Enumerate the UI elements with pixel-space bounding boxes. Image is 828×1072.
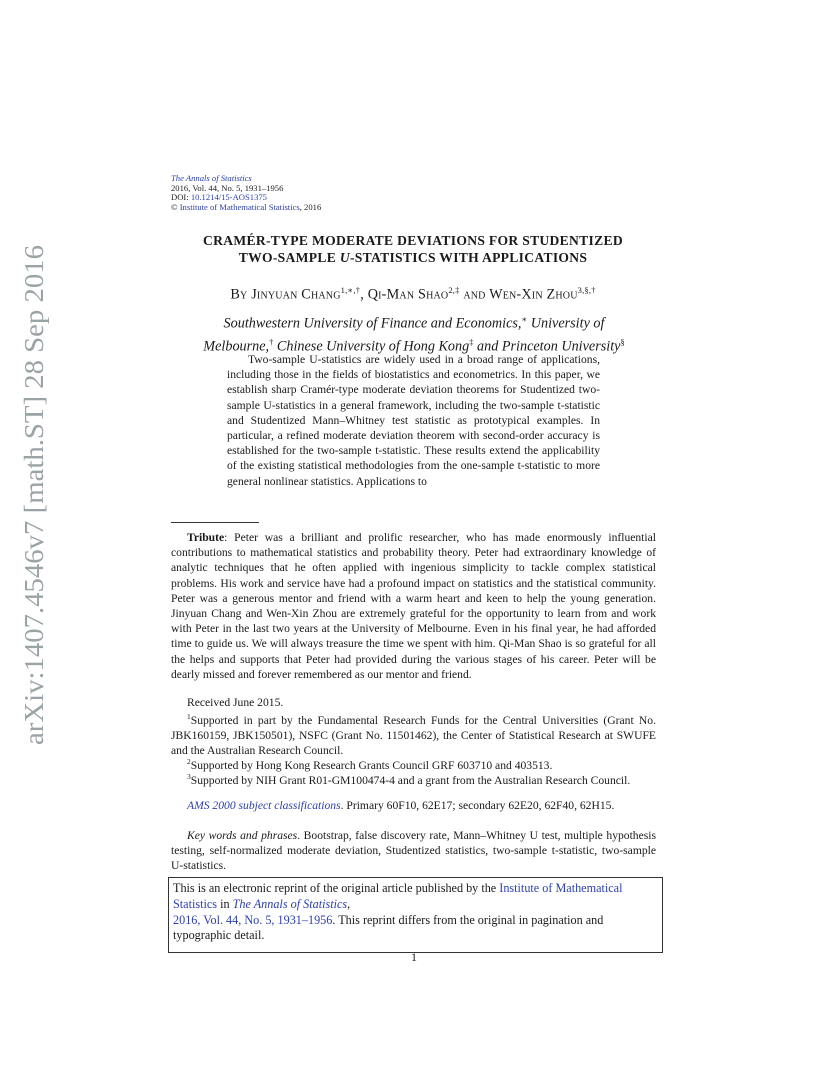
author-1: Jinyuan Chang	[251, 286, 341, 303]
affiliation-mark: †	[269, 336, 274, 347]
affiliation-2a: University of	[527, 315, 605, 332]
authors-by: By	[230, 286, 252, 303]
affiliation-mark: §	[620, 336, 625, 347]
arxiv-stamp	[13, 240, 53, 750]
ams-classification-link[interactable]: AMS 2000 subject classifications	[187, 799, 341, 812]
title-line-1: CRAMÉR-TYPE MODERATE DEVIATIONS FOR STUDENTIZED	[203, 233, 623, 248]
author-2: Qi-Man Shao	[367, 286, 449, 303]
tribute-label: Tribute	[187, 531, 225, 544]
copyright-icon: ©	[171, 201, 178, 212]
affiliations	[160, 310, 668, 355]
reprint-text: . This reprint differs from the original in pagination and typographic detail.	[173, 912, 604, 943]
title-line-2-u: U	[339, 250, 350, 265]
author-separator: ,	[360, 286, 368, 303]
reprint-text: in	[217, 896, 233, 911]
author-line	[150, 285, 676, 304]
reprint-text: This is an electronic reprint of the original article published by the	[173, 881, 500, 895]
abstract: Two-sample U-statistics are widely used in a broad range of applications, including those in the fields of biostatistics and econometrics. In this paper, we establish sharp Cramér-type moderate deviation theorems for Studentized two-sample U-statistics in a general framework, including the two-sample t-statistic and Studentized Mann–Whitney test statistic as prototypical examples. In particular, a refined moderate deviation theorem with second-order accuracy is established for the two-sample t-statistic. These results extend the applicability of the existing statistical methodologies from the one-sample t-statistic to more general nonlinear statistics. Applications to	[227, 353, 600, 488]
journal-volume: 2016, Vol. 44, No. 5, 1931–1956	[171, 182, 284, 193]
author-2-marks: 2,‡	[448, 285, 460, 295]
doi-link[interactable]: 10.1214/15-AOS1375	[190, 192, 267, 203]
keywords-text: . Bootstrap, false discovery rate, Mann–Whitney U test, multiple hypothesis testing, self-normalized moderate deviation, Studentized statistics, two-sample t-statistic, two-sample U-statistics.	[171, 829, 656, 873]
author-3-marks: 3,§,†	[577, 285, 596, 295]
affiliation-line-1	[160, 310, 668, 333]
doi-label: DOI:	[171, 192, 191, 203]
copyright-year: , 2016	[299, 201, 322, 212]
footnote-text: Supported by Hong Kong Research Grants Council GRF 603710 and 403513.	[190, 758, 553, 772]
author-3: Wen-Xin Zhou	[489, 286, 578, 303]
affiliation-mark: ∗	[521, 314, 528, 324]
reprint-journal-link[interactable]: The Annals of Statistics	[232, 896, 348, 911]
affiliation-1: Southwestern University of Finance and Economics,	[223, 315, 522, 332]
journal-name-link[interactable]: The Annals of Statistics	[171, 173, 252, 183]
keywords	[171, 828, 656, 874]
author-1-marks: 1,∗,†	[340, 285, 361, 295]
affiliation-2b: Melbourne,	[203, 338, 270, 355]
keywords-label: Key words and phrases	[187, 829, 298, 842]
footnote-3	[171, 769, 656, 788]
arxiv-stamp-text: arXiv:1407.4546v7 [math.ST] 28 Sep 2016	[19, 275, 49, 745]
reprint-notice	[168, 877, 663, 953]
footnote-rule	[171, 522, 259, 523]
author-separator: and	[459, 286, 490, 303]
page-number: 1	[411, 950, 417, 964]
journal-header	[171, 174, 321, 212]
ams-classification	[171, 798, 656, 813]
reprint-volume-link[interactable]: 2016, Vol. 44, No. 5, 1931–1956	[173, 912, 333, 927]
reprint-text: ,	[347, 896, 351, 911]
tribute-text: : Peter was a brilliant and prolific researcher, who has made enormously influential contributions to mathematical statistics and probability theory. Peter had extraordinary knowledge of analytic techniques that he often applied with ingenious simplicity to tackle complex statistical problems. His work and service have had a profound impact on statistics and the statistical community. Peter was a generous mentor and friend with a warm heart and keen to help the young generation. Jinyuan Chang and Wen-Xin Zhou are extremely grateful for the opportunity to learn from and work with Peter in the last two years at the University of Melbourne. Even in his final year, he had afforded time to guide us. We will always treasure the time we spent with him. Qi-Man Shao is so grateful for all the helps and supports that Peter had provided during the various stages of his career. Peter will be dearly missed and forever remembered as our mentor and friend.	[171, 531, 656, 681]
affiliation-4: and Princeton University	[473, 338, 621, 355]
publisher-link[interactable]: Institute of Mathematical Statistics	[179, 201, 300, 212]
title-line-2-pre: TWO-SAMPLE	[238, 250, 340, 265]
footnote-mark: 3	[187, 772, 191, 781]
footnote-mark: 1	[187, 712, 191, 721]
title-line-2	[150, 249, 676, 266]
footnote-1	[171, 709, 656, 758]
footnote-mark: 2	[187, 757, 191, 766]
ams-classification-text: . Primary 60F10, 62E17; secondary 62E20, 62F40, 62H15.	[340, 799, 615, 812]
tribute-note	[171, 530, 656, 682]
footnote-text: Supported in part by the Fundamental Research Funds for the Central Universities (Grant No. JBK160159, JBK150501), NSFC (Grant No. 11501462), the Center of Statistical Research at SWUFE and the Australian Research Council.	[171, 713, 656, 758]
received-date: Received June 2015.	[187, 696, 284, 709]
reprint-publisher-link[interactable]: Institute of Mathematical Statistics	[173, 881, 623, 911]
paper-title	[150, 232, 676, 266]
affiliation-mark: ‡	[469, 336, 474, 347]
arxiv-stamp-svg	[13, 240, 53, 750]
title-line-2-post: -STATISTICS WITH APPLICATIONS	[349, 250, 588, 265]
affiliation-3: Chinese University of Hong Kong	[273, 338, 470, 355]
footnote-text: Supported by NIH Grant R01-GM100474-4 and a grant from the Australian Research Council.	[190, 773, 631, 787]
